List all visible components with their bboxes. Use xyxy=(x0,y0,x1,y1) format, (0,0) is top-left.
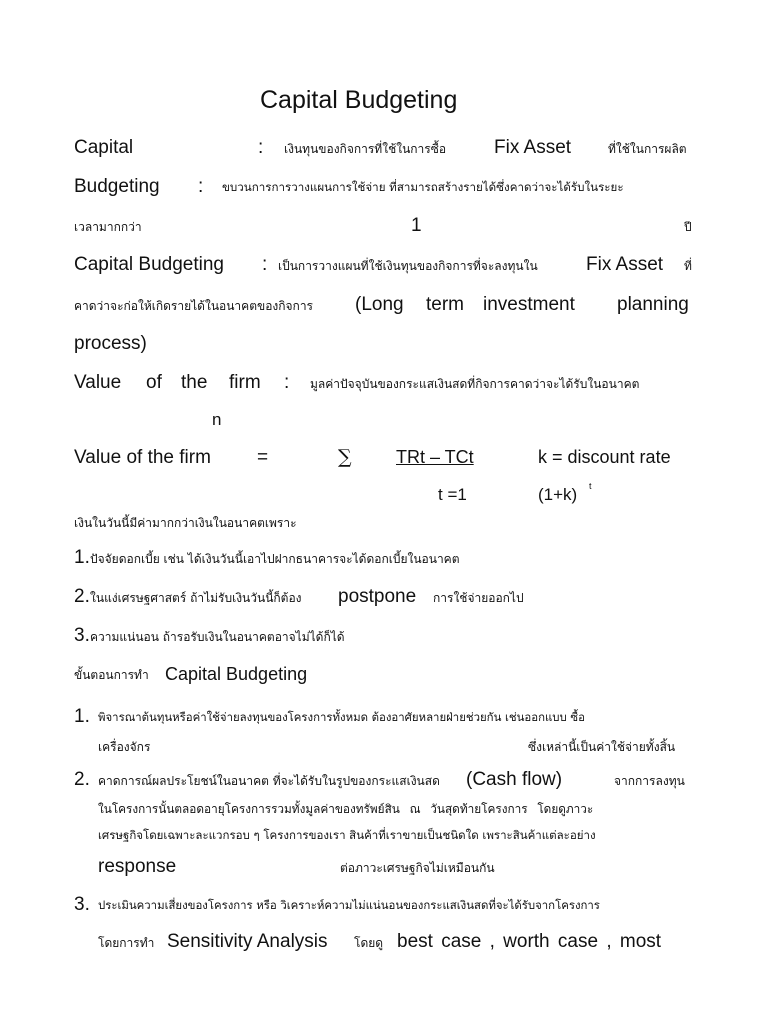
definition-text: ปี xyxy=(684,220,692,234)
term-sensitivity-analysis: Sensitivity Analysis xyxy=(167,931,328,952)
step-text: ต่อภาวะเศรษฐกิจไม่เหมือนกัน xyxy=(340,861,495,875)
term-capital-budgeting: Capital Budgeting xyxy=(74,254,224,275)
definition-text-en: investment xyxy=(483,294,575,315)
reason-text: ความแน่นอน ถ้ารอรับเงินในอนาคตอาจไม่ได้ก็ได้ xyxy=(90,630,345,644)
definition-text: ที่ xyxy=(684,259,692,273)
term-fix-asset: Fix Asset xyxy=(586,254,664,275)
steps-heading-en: Capital Budgeting xyxy=(165,664,308,684)
step-text: โดยการทำ xyxy=(98,936,155,950)
exponent-t: t xyxy=(589,481,592,491)
reasons-intro: เงินในวันนี้มีค่ามากกว่าเงินในอนาคตเพราะ xyxy=(74,516,297,530)
step-text: ซึ่งเหล่านี้เป็นค่าใช้จ่ายทั้งสิ้น xyxy=(528,740,676,754)
step-text: เศรษฐกิจโดยเฉพาะละแวกรอบ ๆ โครงการของเรา สินค้าที่เราขายเป็นชนิดใด เพราะสินค้าแต่ละอย่าง xyxy=(98,828,596,842)
formula-numerator: TRt – TCt xyxy=(396,447,474,467)
step-number: 1. xyxy=(74,706,90,727)
step-text: เครื่องจักร xyxy=(98,740,151,754)
term-value: Value xyxy=(74,372,122,393)
term-firm: firm xyxy=(229,372,261,393)
definition-text: เงินทุนของกิจการที่ใช้ในการซื้อ xyxy=(284,142,447,156)
formula-lhs: Value of the firm xyxy=(74,447,211,468)
steps-heading-th: ขั้นตอนการทำ xyxy=(74,668,149,682)
colon: : xyxy=(262,254,268,275)
colon: : xyxy=(258,137,264,158)
number-one: 1 xyxy=(411,215,422,236)
step-number: 3. xyxy=(74,894,90,915)
definition-text: ที่ใช้ในการผลิต xyxy=(608,142,687,156)
sigma-symbol: ∑ xyxy=(338,446,352,468)
reason-text: ปัจจัยดอกเบี้ย เช่น ได้เงินวันนี้เอาไปฝากธนาคารจะได้ดอกเบี้ยในอนาคต xyxy=(90,552,460,566)
reason-text: การใช้จ่ายออกไป xyxy=(433,591,524,605)
term-budgeting: Budgeting xyxy=(74,176,160,197)
sum-upper-limit: n xyxy=(212,410,222,429)
step-text: จากการลงทุน xyxy=(614,774,685,788)
case-terms: best case , worth case , most xyxy=(397,931,662,952)
definition-text-en: process) xyxy=(74,333,147,354)
definition-text: ขบวนการการวางแผนการใช้จ่าย ที่สามารถสร้างรายได้ซึ่งคาดว่าจะได้รับในระยะ xyxy=(222,180,624,194)
step-text: พิจารณาต้นทุนหรือค่าใช้จ่ายลงทุนของโครงการทั้งหมด ต้องอาศัยหลายฝ่ายช่วยกัน เช่นออกแบบ ซื้อ xyxy=(98,710,585,724)
colon: : xyxy=(284,372,290,393)
reason-text: ในแง่เศรษฐศาสตร์ ถ้าไม่รับเงินวันนี้ก็ต้อง xyxy=(90,591,302,605)
step-text: ประเมินความเสี่ยงของโครงการ หรือ วิเคราะห์ความไม่แน่นอนของกระแสเงินสดที่จะได้รับจากโครงการ xyxy=(98,898,600,912)
term-fix-asset: Fix Asset xyxy=(494,137,572,158)
definition-text: คาดว่าจะก่อให้เกิดรายได้ในอนาคตของกิจการ xyxy=(74,299,314,313)
term-cash-flow: (Cash flow) xyxy=(466,769,563,790)
definition-text: เป็นการวางแผนที่ใช้เงินทุนของกิจการที่จะลงทุนใน xyxy=(278,259,538,273)
colon: : xyxy=(198,176,204,197)
list-number: 2. xyxy=(74,586,90,607)
step-text: คาดการณ์ผลประโยชน์ในอนาคต ที่จะได้รับในรูปของกระแสเงินสด xyxy=(98,774,440,788)
sum-lower-limit: t =1 xyxy=(438,485,467,504)
list-number: 1. xyxy=(74,547,90,568)
formula-equals: = xyxy=(257,447,269,468)
formula-denominator: (1+k) xyxy=(538,485,578,504)
definition-text: เวลามากกว่า xyxy=(74,220,142,234)
definition-text-en: (Long xyxy=(355,294,404,315)
list-number: 3. xyxy=(74,625,90,646)
page-title: Capital Budgeting xyxy=(260,86,458,114)
discount-rate-definition: k = discount rate xyxy=(538,447,671,467)
term-capital: Capital xyxy=(74,137,134,158)
definition-text: มูลค่าปัจจุบันของกระแสเงินสดที่กิจการคาดว่าจะได้รับในอนาคต xyxy=(310,377,640,391)
term-response: response xyxy=(98,856,177,877)
step-text: โดยดู xyxy=(354,936,384,950)
term-the: the xyxy=(181,372,208,393)
term-of: of xyxy=(146,372,162,393)
definition-text-en: planning xyxy=(617,294,689,315)
definition-text-en: term xyxy=(426,294,464,315)
step-number: 2. xyxy=(74,769,90,790)
step-text: ในโครงการนั้นตลอดอายุโครงการรวมทั้งมูลค่าของทรัพย์สิน ณ วันสุดท้ายโครงการ โดยดูภาวะ xyxy=(98,802,594,816)
term-postpone: postpone xyxy=(338,586,417,607)
